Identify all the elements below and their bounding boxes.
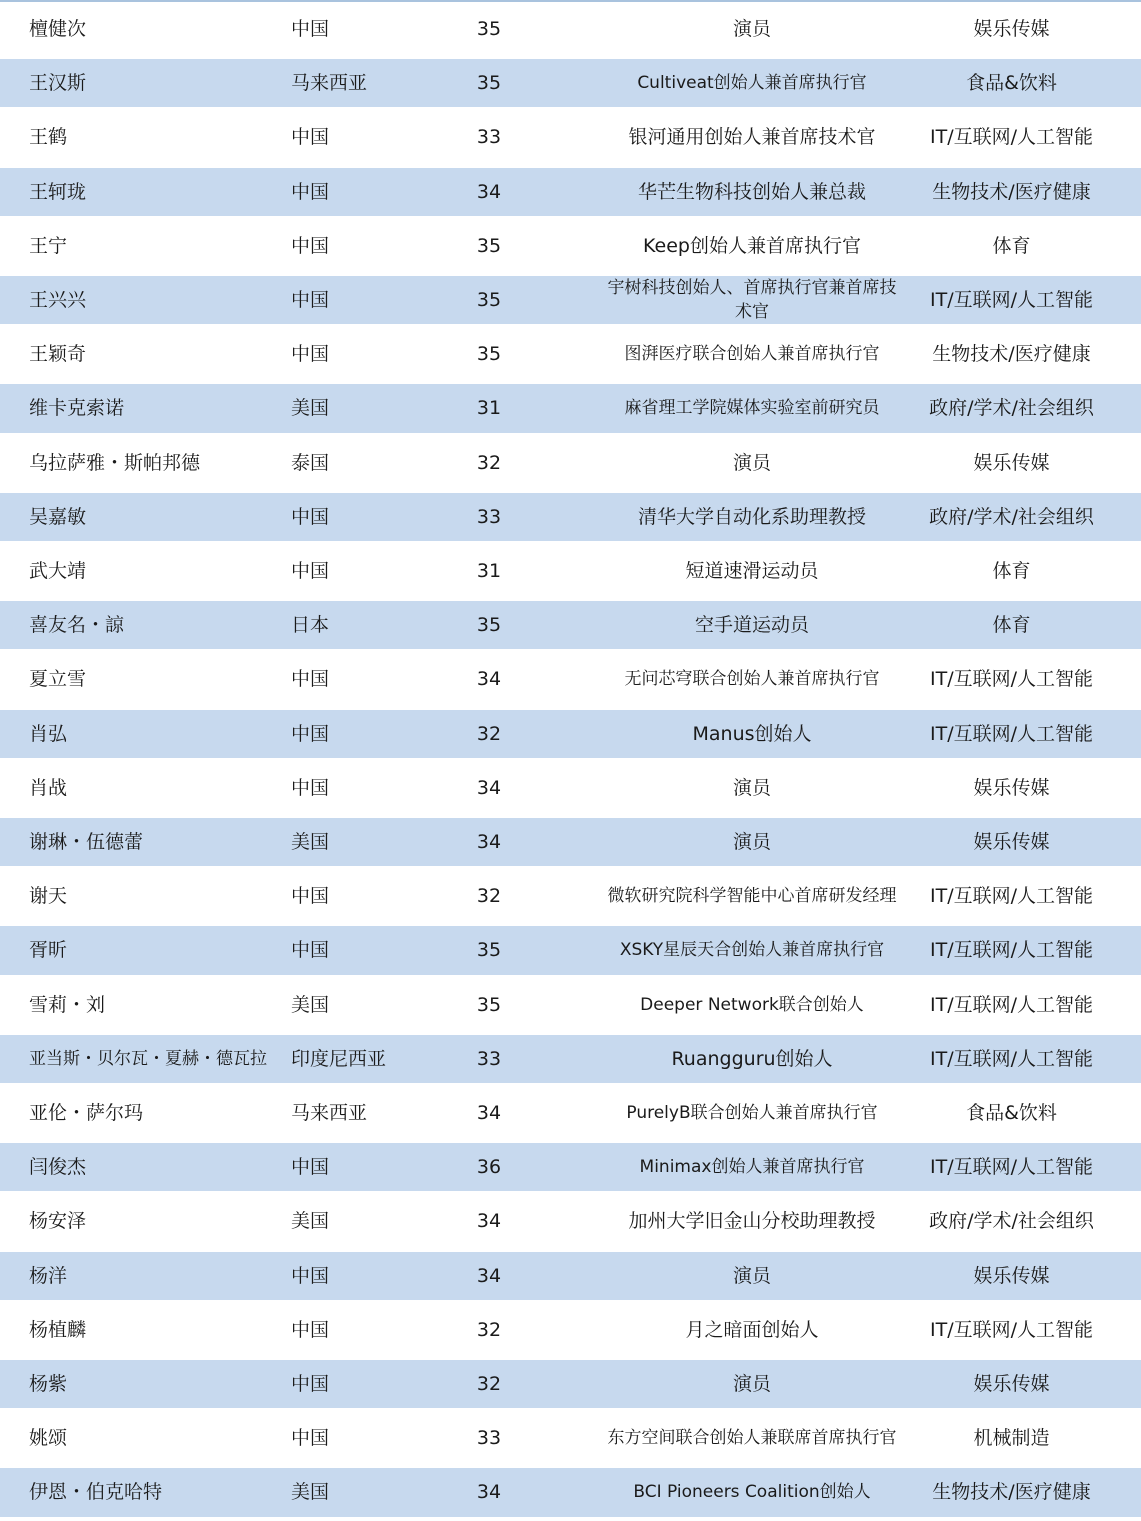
cell-age: 34 xyxy=(476,1102,502,1125)
cell-industry: 娱乐传媒 xyxy=(973,776,1050,799)
cell-name: 王兴兴 xyxy=(29,289,87,312)
cell-title: 无问芯穹联合创始人兼首席执行官 xyxy=(624,669,880,690)
table-row xyxy=(0,1032,1141,1086)
cell-country: 美国 xyxy=(291,1481,330,1504)
cell-industry: IT/互联网/人工智能 xyxy=(929,1318,1093,1341)
cell-age: 35 xyxy=(476,234,502,257)
cell-name: 谢琳・伍德蕾 xyxy=(29,831,144,854)
cell-age: 34 xyxy=(476,1210,502,1233)
cell-age: 32 xyxy=(476,722,502,745)
cell-age: 35 xyxy=(476,72,502,95)
table-row xyxy=(0,978,1141,1032)
table-row xyxy=(0,815,1141,869)
cell-name: 吴嘉敏 xyxy=(29,505,87,528)
cell-age: 33 xyxy=(476,505,502,528)
cell-title: 银河通用创始人兼首席技术官 xyxy=(628,126,876,149)
cell-title: 演员 xyxy=(732,451,771,474)
table-row xyxy=(0,110,1141,164)
cell-name: 杨植麟 xyxy=(29,1318,87,1341)
cell-industry: 生物技术/医疗健康 xyxy=(932,1481,1091,1504)
cell-name: 夏立雪 xyxy=(29,668,87,691)
cell-title: 微软研究院科学智能中心首席研发经理 xyxy=(607,886,897,907)
cell-country: 中国 xyxy=(291,289,330,312)
table-row xyxy=(0,1249,1141,1303)
cell-country: 美国 xyxy=(291,397,330,420)
cell-name: 姚颂 xyxy=(29,1427,68,1450)
cell-name: 杨安泽 xyxy=(29,1210,87,1233)
cell-country: 中国 xyxy=(291,1318,330,1341)
cell-title: PurelyB联合创始人兼首席执行官 xyxy=(626,1103,878,1124)
table-row xyxy=(0,544,1141,598)
table-row xyxy=(0,219,1141,273)
cell-title: Manus创始人 xyxy=(692,722,812,745)
cell-age: 32 xyxy=(476,885,502,908)
cell-country: 中国 xyxy=(291,885,330,908)
cell-age: 33 xyxy=(476,1047,502,1070)
table-row xyxy=(0,707,1141,761)
cell-country: 日本 xyxy=(291,614,330,637)
cell-industry: 生物技术/医疗健康 xyxy=(932,180,1091,203)
cell-country: 中国 xyxy=(291,560,330,583)
cell-country: 中国 xyxy=(291,1156,330,1179)
cell-industry: 生物技术/医疗健康 xyxy=(932,343,1091,366)
cell-name: 闫俊杰 xyxy=(29,1156,87,1179)
cell-title: XSKY星辰天合创始人兼首席执行官 xyxy=(619,940,885,961)
cell-industry: 娱乐传媒 xyxy=(973,1373,1050,1396)
cell-name: 王颖奇 xyxy=(29,343,87,366)
cell-title: 演员 xyxy=(732,776,771,799)
cell-age: 34 xyxy=(476,1264,502,1287)
cell-age: 35 xyxy=(476,343,502,366)
cell-country: 中国 xyxy=(291,722,330,745)
cell-title: 演员 xyxy=(732,1373,771,1396)
cell-age: 35 xyxy=(476,614,502,637)
cell-name: 杨洋 xyxy=(29,1264,68,1287)
cell-country: 中国 xyxy=(291,505,330,528)
cell-industry: IT/互联网/人工智能 xyxy=(929,885,1093,908)
cell-industry: 食品&饮料 xyxy=(966,1102,1057,1125)
table-row xyxy=(0,436,1141,490)
cell-country: 马来西亚 xyxy=(291,72,368,95)
cell-country: 美国 xyxy=(291,1210,330,1233)
cell-name: 檀健次 xyxy=(29,18,87,41)
cell-name: 维卡克索诺 xyxy=(29,397,125,420)
cell-industry: IT/互联网/人工智能 xyxy=(929,1156,1093,1179)
table-row xyxy=(0,327,1141,381)
cell-industry: 体育 xyxy=(992,614,1031,637)
cell-industry: 体育 xyxy=(992,560,1031,583)
cell-name: 肖弘 xyxy=(29,722,68,745)
cell-industry: IT/互联网/人工智能 xyxy=(929,993,1093,1016)
cell-country: 中国 xyxy=(291,180,330,203)
cell-industry: IT/互联网/人工智能 xyxy=(929,289,1093,312)
cell-age: 35 xyxy=(476,939,502,962)
cell-age: 34 xyxy=(476,180,502,203)
cell-industry: 政府/学术/社会组织 xyxy=(929,397,1094,420)
table-row xyxy=(0,1465,1141,1519)
cell-title: Cultiveat创始人兼首席执行官 xyxy=(637,73,867,94)
cell-age: 31 xyxy=(476,560,502,583)
cell-country: 泰国 xyxy=(291,451,330,474)
cell-name: 谢天 xyxy=(29,885,68,908)
cell-name: 胥昕 xyxy=(29,939,68,962)
table-row xyxy=(0,923,1141,977)
table-row xyxy=(0,56,1141,110)
cell-country: 中国 xyxy=(291,776,330,799)
table-row xyxy=(0,1140,1141,1194)
cell-age: 33 xyxy=(476,126,502,149)
cell-name: 王汉斯 xyxy=(29,72,87,95)
cell-industry: 娱乐传媒 xyxy=(973,451,1050,474)
cell-industry: 娱乐传媒 xyxy=(973,831,1050,854)
cell-industry: 体育 xyxy=(992,234,1031,257)
cell-country: 中国 xyxy=(291,343,330,366)
cell-title: 月之暗面创始人 xyxy=(685,1318,819,1341)
cell-age: 32 xyxy=(476,1318,502,1341)
cell-name: 伊恩・伯克哈特 xyxy=(29,1481,163,1504)
cell-country: 中国 xyxy=(291,1427,330,1450)
table-row xyxy=(0,1086,1141,1140)
cell-title: 华芒生物科技创始人兼总裁 xyxy=(637,180,866,203)
cell-title: 短道速滑运动员 xyxy=(685,560,819,583)
cell-industry: 食品&饮料 xyxy=(966,72,1057,95)
cell-age: 31 xyxy=(476,397,502,420)
cell-country: 中国 xyxy=(291,939,330,962)
cell-country: 马来西亚 xyxy=(291,1102,368,1125)
table-row xyxy=(0,598,1141,652)
cell-name: 喜友名・諒 xyxy=(29,614,125,637)
cell-age: 35 xyxy=(476,993,502,1016)
cell-name: 王宁 xyxy=(29,234,68,257)
cell-industry: IT/互联网/人工智能 xyxy=(929,668,1093,691)
cell-title: Ruangguru创始人 xyxy=(671,1047,833,1070)
cell-age: 34 xyxy=(476,668,502,691)
table-row xyxy=(0,165,1141,219)
table-row xyxy=(0,273,1141,327)
cell-country: 美国 xyxy=(291,993,330,1016)
cell-name: 武大靖 xyxy=(29,560,87,583)
cell-name: 亚伦・萨尔玛 xyxy=(29,1102,144,1125)
cell-age: 36 xyxy=(476,1156,502,1179)
cell-name: 杨紫 xyxy=(29,1373,68,1396)
table-row xyxy=(0,1303,1141,1357)
cell-industry: IT/互联网/人工智能 xyxy=(929,1047,1093,1070)
cell-age: 34 xyxy=(476,1481,502,1504)
cell-industry: 娱乐传媒 xyxy=(973,18,1050,41)
cell-age: 33 xyxy=(476,1427,502,1450)
cell-name: 王轲珑 xyxy=(29,180,87,203)
cell-title: 清华大学自动化系助理教授 xyxy=(637,505,866,528)
cell-title: 宇树科技创始人、首席执行官兼首席技术官 xyxy=(607,278,897,323)
table-row xyxy=(0,1357,1141,1411)
table-row xyxy=(0,1411,1141,1465)
cell-name: 肖战 xyxy=(29,776,68,799)
cell-age: 32 xyxy=(476,1373,502,1396)
cell-title: 演员 xyxy=(732,831,771,854)
cell-title: 麻省理工学院媒体实验室前研究员 xyxy=(624,398,880,419)
cell-country: 印度尼西亚 xyxy=(291,1047,387,1070)
cell-industry: 机械制造 xyxy=(973,1427,1050,1450)
table-row xyxy=(0,869,1141,923)
table-row xyxy=(0,490,1141,544)
cell-age: 35 xyxy=(476,289,502,312)
cell-title: Keep创始人兼首席执行官 xyxy=(643,234,861,257)
cell-name: 乌拉萨雅・斯帕邦德 xyxy=(29,451,201,474)
cell-name: 王鹤 xyxy=(29,126,68,149)
cell-age: 34 xyxy=(476,776,502,799)
cell-industry: 政府/学术/社会组织 xyxy=(929,1210,1094,1233)
cell-title: 东方空间联合创始人兼联席首席执行官 xyxy=(607,1428,897,1449)
cell-title: Deeper Network联合创始人 xyxy=(640,994,864,1015)
cell-age: 34 xyxy=(476,831,502,854)
cell-name: 亚当斯・贝尔瓦・夏赫・德瓦拉 xyxy=(29,1048,267,1069)
cell-country: 中国 xyxy=(291,18,330,41)
table-row xyxy=(0,381,1141,435)
cell-industry: IT/互联网/人工智能 xyxy=(929,939,1093,962)
table-row xyxy=(0,2,1141,56)
cell-title: BCI Pioneers Coalition创始人 xyxy=(633,1482,871,1503)
cell-age: 35 xyxy=(476,18,502,41)
cell-title: Minimax创始人兼首席执行官 xyxy=(639,1157,865,1178)
cell-title: 空手道运动员 xyxy=(694,614,809,637)
cell-title: 演员 xyxy=(732,1264,771,1287)
cell-industry: IT/互联网/人工智能 xyxy=(929,722,1093,745)
cell-name: 雪莉・刘 xyxy=(29,993,106,1016)
table-row xyxy=(0,761,1141,815)
cell-industry: 娱乐传媒 xyxy=(973,1264,1050,1287)
cell-country: 中国 xyxy=(291,234,330,257)
cell-title: 演员 xyxy=(732,18,771,41)
cell-age: 32 xyxy=(476,451,502,474)
table-row xyxy=(0,1194,1141,1248)
cell-country: 中国 xyxy=(291,668,330,691)
cell-country: 中国 xyxy=(291,1264,330,1287)
cell-country: 美国 xyxy=(291,831,330,854)
cell-industry: IT/互联网/人工智能 xyxy=(929,126,1093,149)
cell-title: 图湃医疗联合创始人兼首席执行官 xyxy=(624,344,880,365)
cell-country: 中国 xyxy=(291,1373,330,1396)
cell-title: 加州大学旧金山分校助理教授 xyxy=(628,1210,876,1233)
cell-country: 中国 xyxy=(291,126,330,149)
table-row xyxy=(0,652,1141,706)
cell-industry: 政府/学术/社会组织 xyxy=(929,505,1094,528)
